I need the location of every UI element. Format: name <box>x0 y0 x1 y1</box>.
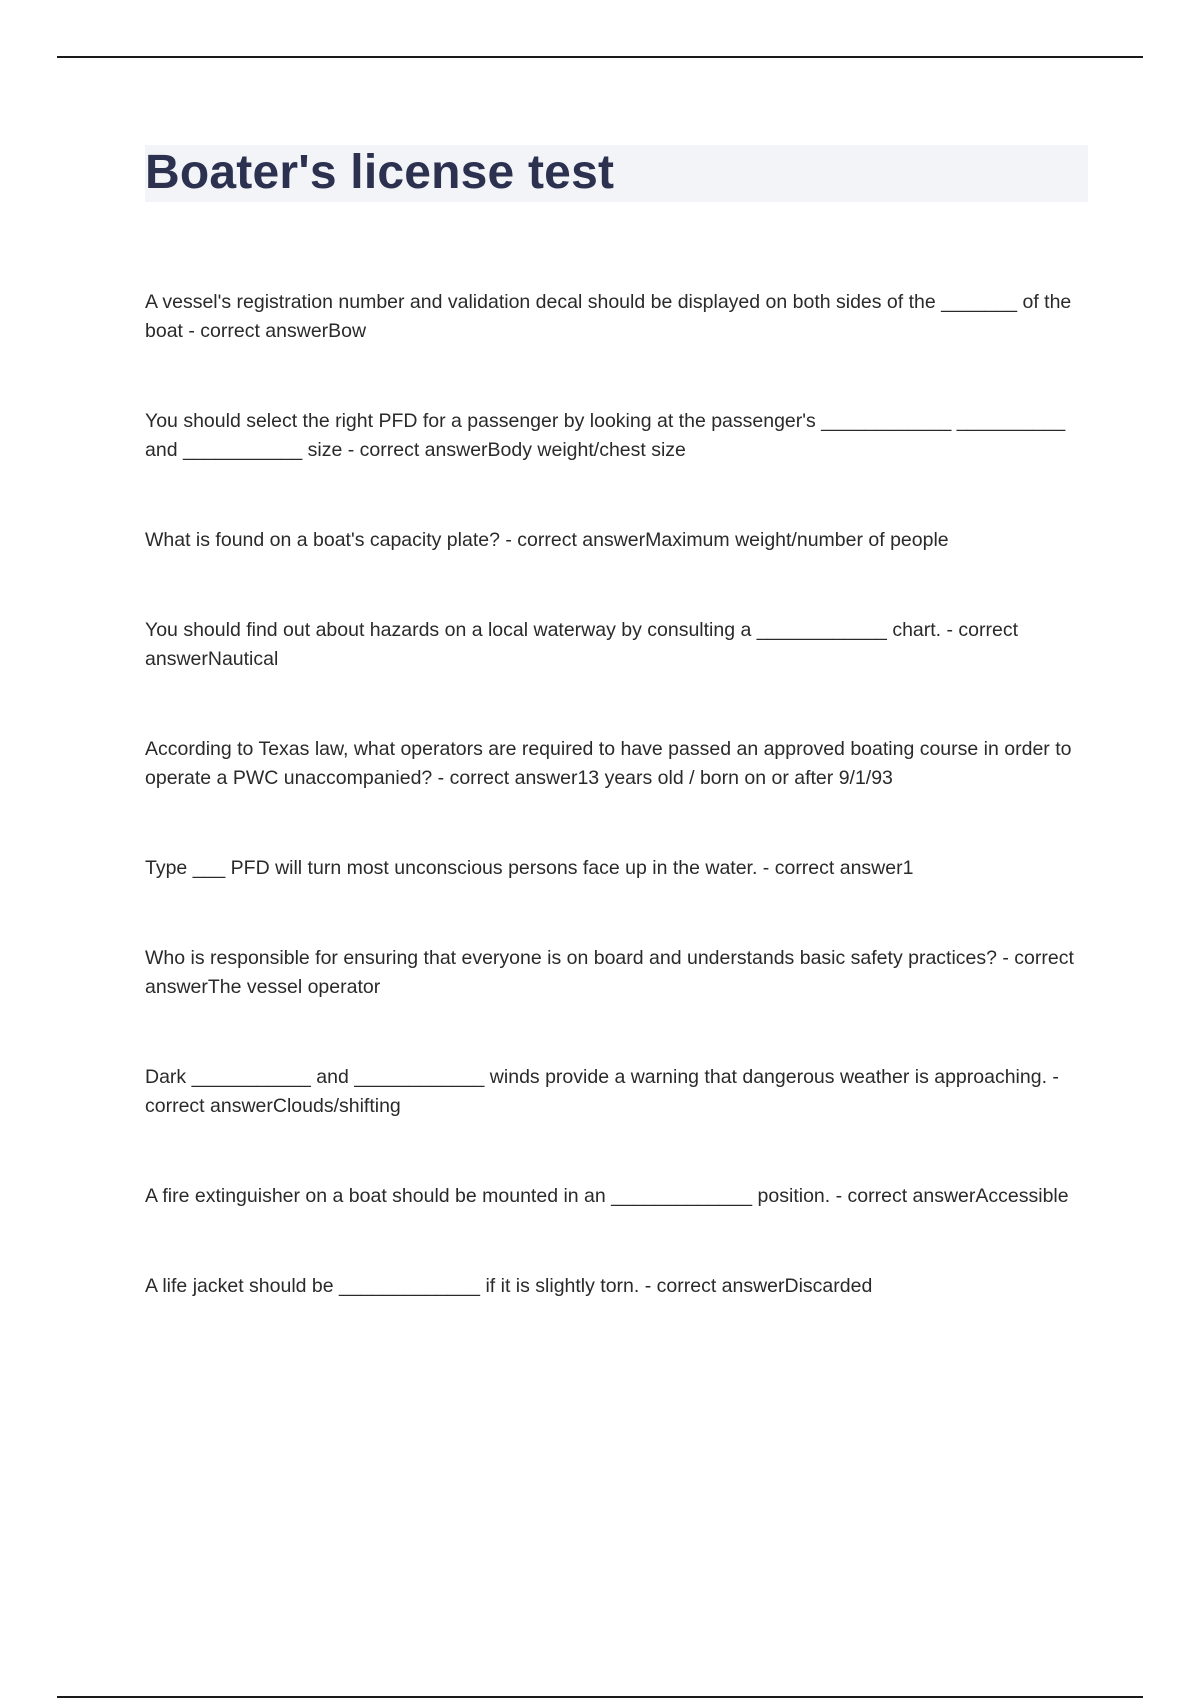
qa-item: You should select the right PFD for a passenger by looking at the passenger's ____________ __________ and ___________ size - correct answerBody weight/chest size <box>145 410 1066 461</box>
qa-item: A vessel's registration number and validation decal should be displayed on both sides of the _______ of the boat - correct answerBow <box>145 291 1072 342</box>
qa-item: A fire extinguisher on a boat should be mounted in an _____________ position. - correct answerAccessible <box>145 1185 1069 1207</box>
bottom-rule <box>57 1696 1143 1698</box>
qa-item: What is found on a boat's capacity plate? - correct answerMaximum weight/number of people <box>145 529 949 551</box>
qa-item: Type ___ PFD will turn most unconscious persons face up in the water. - correct answer1 <box>145 857 914 879</box>
qa-item: A life jacket should be _____________ if it is slightly torn. - correct answerDiscarded <box>145 1275 873 1297</box>
qa-item: Dark ___________ and ____________ winds provide a warning that dangerous weather is approaching. - correct answerClouds/shifting <box>145 1066 1059 1117</box>
qa-item: According to Texas law, what operators are required to have passed an approved boating course in order to operate a PWC unaccompanied? - correct answer13 years old / born on or after 9/1/93 <box>145 738 1072 789</box>
qa-list <box>145 288 1075 1362</box>
qa-item: Who is responsible for ensuring that everyone is on board and understands basic safety practices? - correct answerThe vessel operator <box>145 947 1074 998</box>
top-rule <box>57 56 1143 58</box>
qa-item: You should find out about hazards on a local waterway by consulting a ____________ chart. - correct answerNautical <box>145 619 1019 670</box>
page-title: Boater's license test <box>145 146 615 199</box>
